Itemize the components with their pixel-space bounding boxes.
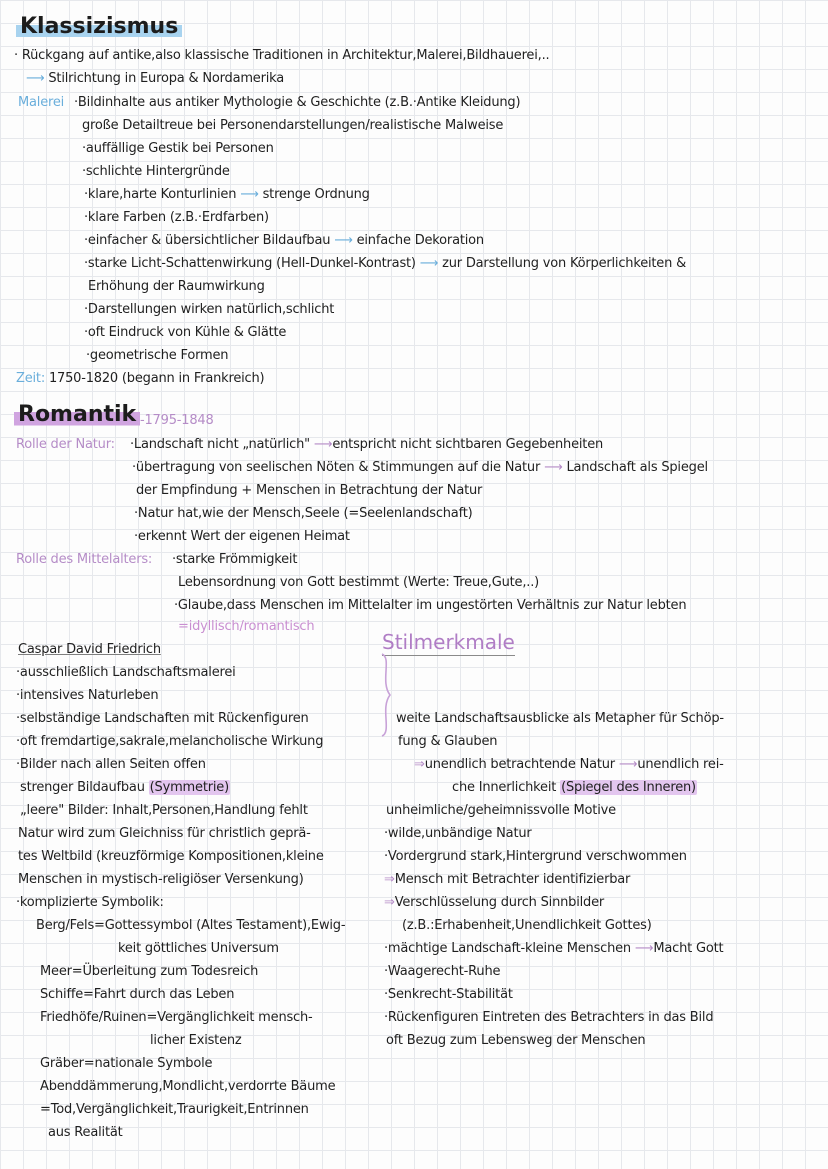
curly-brace-icon [376,652,396,738]
nature-item: ·übertragung von seelischen Nöten & Stimmungen auf die Natur ⟶ Landschaft als Spiegel [132,460,708,475]
middleages-item: ·starke Frömmigkeit [172,552,298,567]
friedrich-line: Meer=Überleitung zum Todesreich [40,964,259,979]
style-line: ⇒unendlich betrachtende Natur ⟶unendlich rei- [414,757,724,772]
style-line: ·Vordergrund stark,Hintergrund verschwommen [384,849,687,864]
friedrich-line: „leere" Bilder: Inhalt,Personen,Handlung fehlt [20,803,308,818]
style-line: fung & Glauben [398,734,498,749]
classicism-title: Klassizismus [16,14,182,39]
arrow-icon: ⟶ [634,941,654,956]
friedrich-line: Abenddämmerung,Mondlicht,verdorrte Bäume [40,1079,336,1094]
style-line: ⇒Mensch mit Betrachter identifizierbar [384,872,631,887]
style-line: (z.B.:Erhabenheit,Unendlichkeit Gottes) [402,918,652,933]
implies-icon: ⇒ [414,757,425,772]
friedrich-line: ·komplizierte Symbolik: [16,895,164,910]
friedrich-line: tes Weltbild (kreuzförmige Kompositionen,kleine [18,849,324,864]
painting-item: große Detailtreue bei Personendarstellungen/realistische Malweise [82,118,504,133]
romanticism-title: Romantik [14,402,140,427]
arrow-icon: ⟶ [544,460,563,475]
painting-label: Malerei [18,95,65,110]
middleages-label: Rolle des Mittelalters: [16,552,153,567]
implies-icon: ⇒ [384,895,395,910]
friedrich-heading: Caspar David Friedrich [18,642,161,657]
style-line: unheimliche/geheimnissvolle Motive [386,803,616,818]
painting-item: ·klare,harte Konturlinien ⟶ strenge Ordnung [84,187,370,202]
painting-item: ·auffällige Gestik bei Personen [82,141,274,156]
style-line: ·Rückenfiguren Eintreten des Betrachters in das Bild [384,1010,714,1025]
friedrich-line: =Tod,Vergänglichkeit,Traurigkeit,Entrinnen [40,1102,309,1117]
style-line: ·Senkrecht-Stabilität [384,987,513,1002]
arrow-icon: ⟶ [26,71,45,86]
painting-item: ·oft Eindruck von Kühle & Glätte [84,325,287,340]
painting-item: Erhöhung der Raumwirkung [88,279,265,294]
painting-item: ·schlichte Hintergründe [82,164,230,179]
classicism-intro-1: · Rückgang auf antike,also klassische Traditionen in Architektur,Malerei,Bildhauerei,.. [14,48,550,63]
painting-item: ·starke Licht-Schattenwirkung (Hell-Dunkel-Kontrast) ⟶ zur Darstellung von Körperlichkeiten & [84,256,687,271]
style-line: weite Landschaftsausblicke als Metapher für Schöp- [396,711,724,726]
middleages-item: =idyllisch/romantisch [178,619,315,634]
friedrich-line: Gräber=nationale Symbole [40,1056,213,1071]
romanticism-years: -1795-1848 [140,413,214,428]
middleages-item: Lebensordnung von Gott bestimmt (Werte: Treue,Gute,..) [178,575,540,590]
friedrich-line: ·selbständige Landschaften mit Rückenfiguren [16,711,309,726]
middleages-item: ·Glaube,dass Menschen im Mittelalter im ungestörten Verhältnis zur Natur lebten [174,598,687,613]
style-line: ·Waagerecht-Ruhe [384,964,501,979]
friedrich-line: Schiffe=Fahrt durch das Leben [40,987,235,1002]
arrow-icon: ⟶ [334,233,353,248]
friedrich-line: ·Bilder nach allen Seiten offen [16,757,206,772]
style-heading: Stilmerkmale [382,630,515,654]
classicism-time: Zeit: 1750-1820 (begann in Frankreich) [16,371,265,386]
painting-item: ·Darstellungen wirken natürlich,schlicht [84,302,335,317]
style-line: ⇒Verschlüsselung durch Sinnbilder [384,895,605,910]
style-line: che Innerlichkeit (Spiegel des Inneren) [452,780,696,795]
style-line: ·mächtige Landschaft-kleine Menschen ⟶Macht Gott [384,941,724,956]
arrow-icon: ⟶ [618,757,638,772]
painting-item: ·geometrische Formen [86,348,229,363]
painting-item: ·einfacher & übersichtlicher Bildaufbau ⟶ einfache Dekoration [84,233,484,248]
nature-item: ·Landschaft nicht „natürlich" ⟶entspricht nicht sichtbaren Gegebenheiten [130,437,604,452]
arrow-icon: ⟶ [419,256,439,271]
friedrich-line: licher Existenz [150,1033,242,1048]
painting-item: ·klare Farben (z.B.·Erdfarben) [84,210,269,225]
nature-item: ·Natur hat,wie der Mensch,Seele (=Seelenlandschaft) [134,506,473,521]
friedrich-line: ·ausschließlich Landschaftsmalerei [16,665,236,680]
friedrich-line: Friedhöfe/Ruinen=Vergänglichkeit mensch- [40,1010,313,1025]
painting-item: ·Bildinhalte aus antiker Mythologie & Geschichte (z.B.·Antike Kleidung) [74,95,521,110]
friedrich-line: aus Realität [48,1125,123,1140]
friedrich-line: keit göttliches Universum [118,941,279,956]
nature-item: ·erkennt Wert der eigenen Heimat [134,529,350,544]
nature-label: Rolle der Natur: [16,437,115,452]
style-line: oft Bezug zum Lebensweg der Menschen [386,1033,646,1048]
friedrich-line: Menschen in mystisch-religiöser Versenkung) [18,872,304,887]
implies-icon: ⇒ [384,872,395,887]
arrow-icon: ⟶ [240,187,259,202]
nature-item: der Empfindung + Menschen in Betrachtung der Natur [136,483,483,498]
friedrich-line: Berg/Fels=Gottessymbol (Altes Testament),Ewig- [36,918,346,933]
arrow-icon: ⟶ [313,437,333,452]
classicism-intro-2: ⟶ Stilrichtung in Europa & Nordamerika [26,71,285,86]
friedrich-line: strenger Bildaufbau (Symmetrie) [20,780,229,795]
friedrich-line: ·intensives Naturleben [16,688,159,703]
friedrich-line: ·oft fremdartige,sakrale,melancholische Wirkung [16,734,324,749]
friedrich-line: Natur wird zum Gleichniss für christlich geprä- [18,826,311,841]
style-line: ·wilde,unbändige Natur [384,826,532,841]
